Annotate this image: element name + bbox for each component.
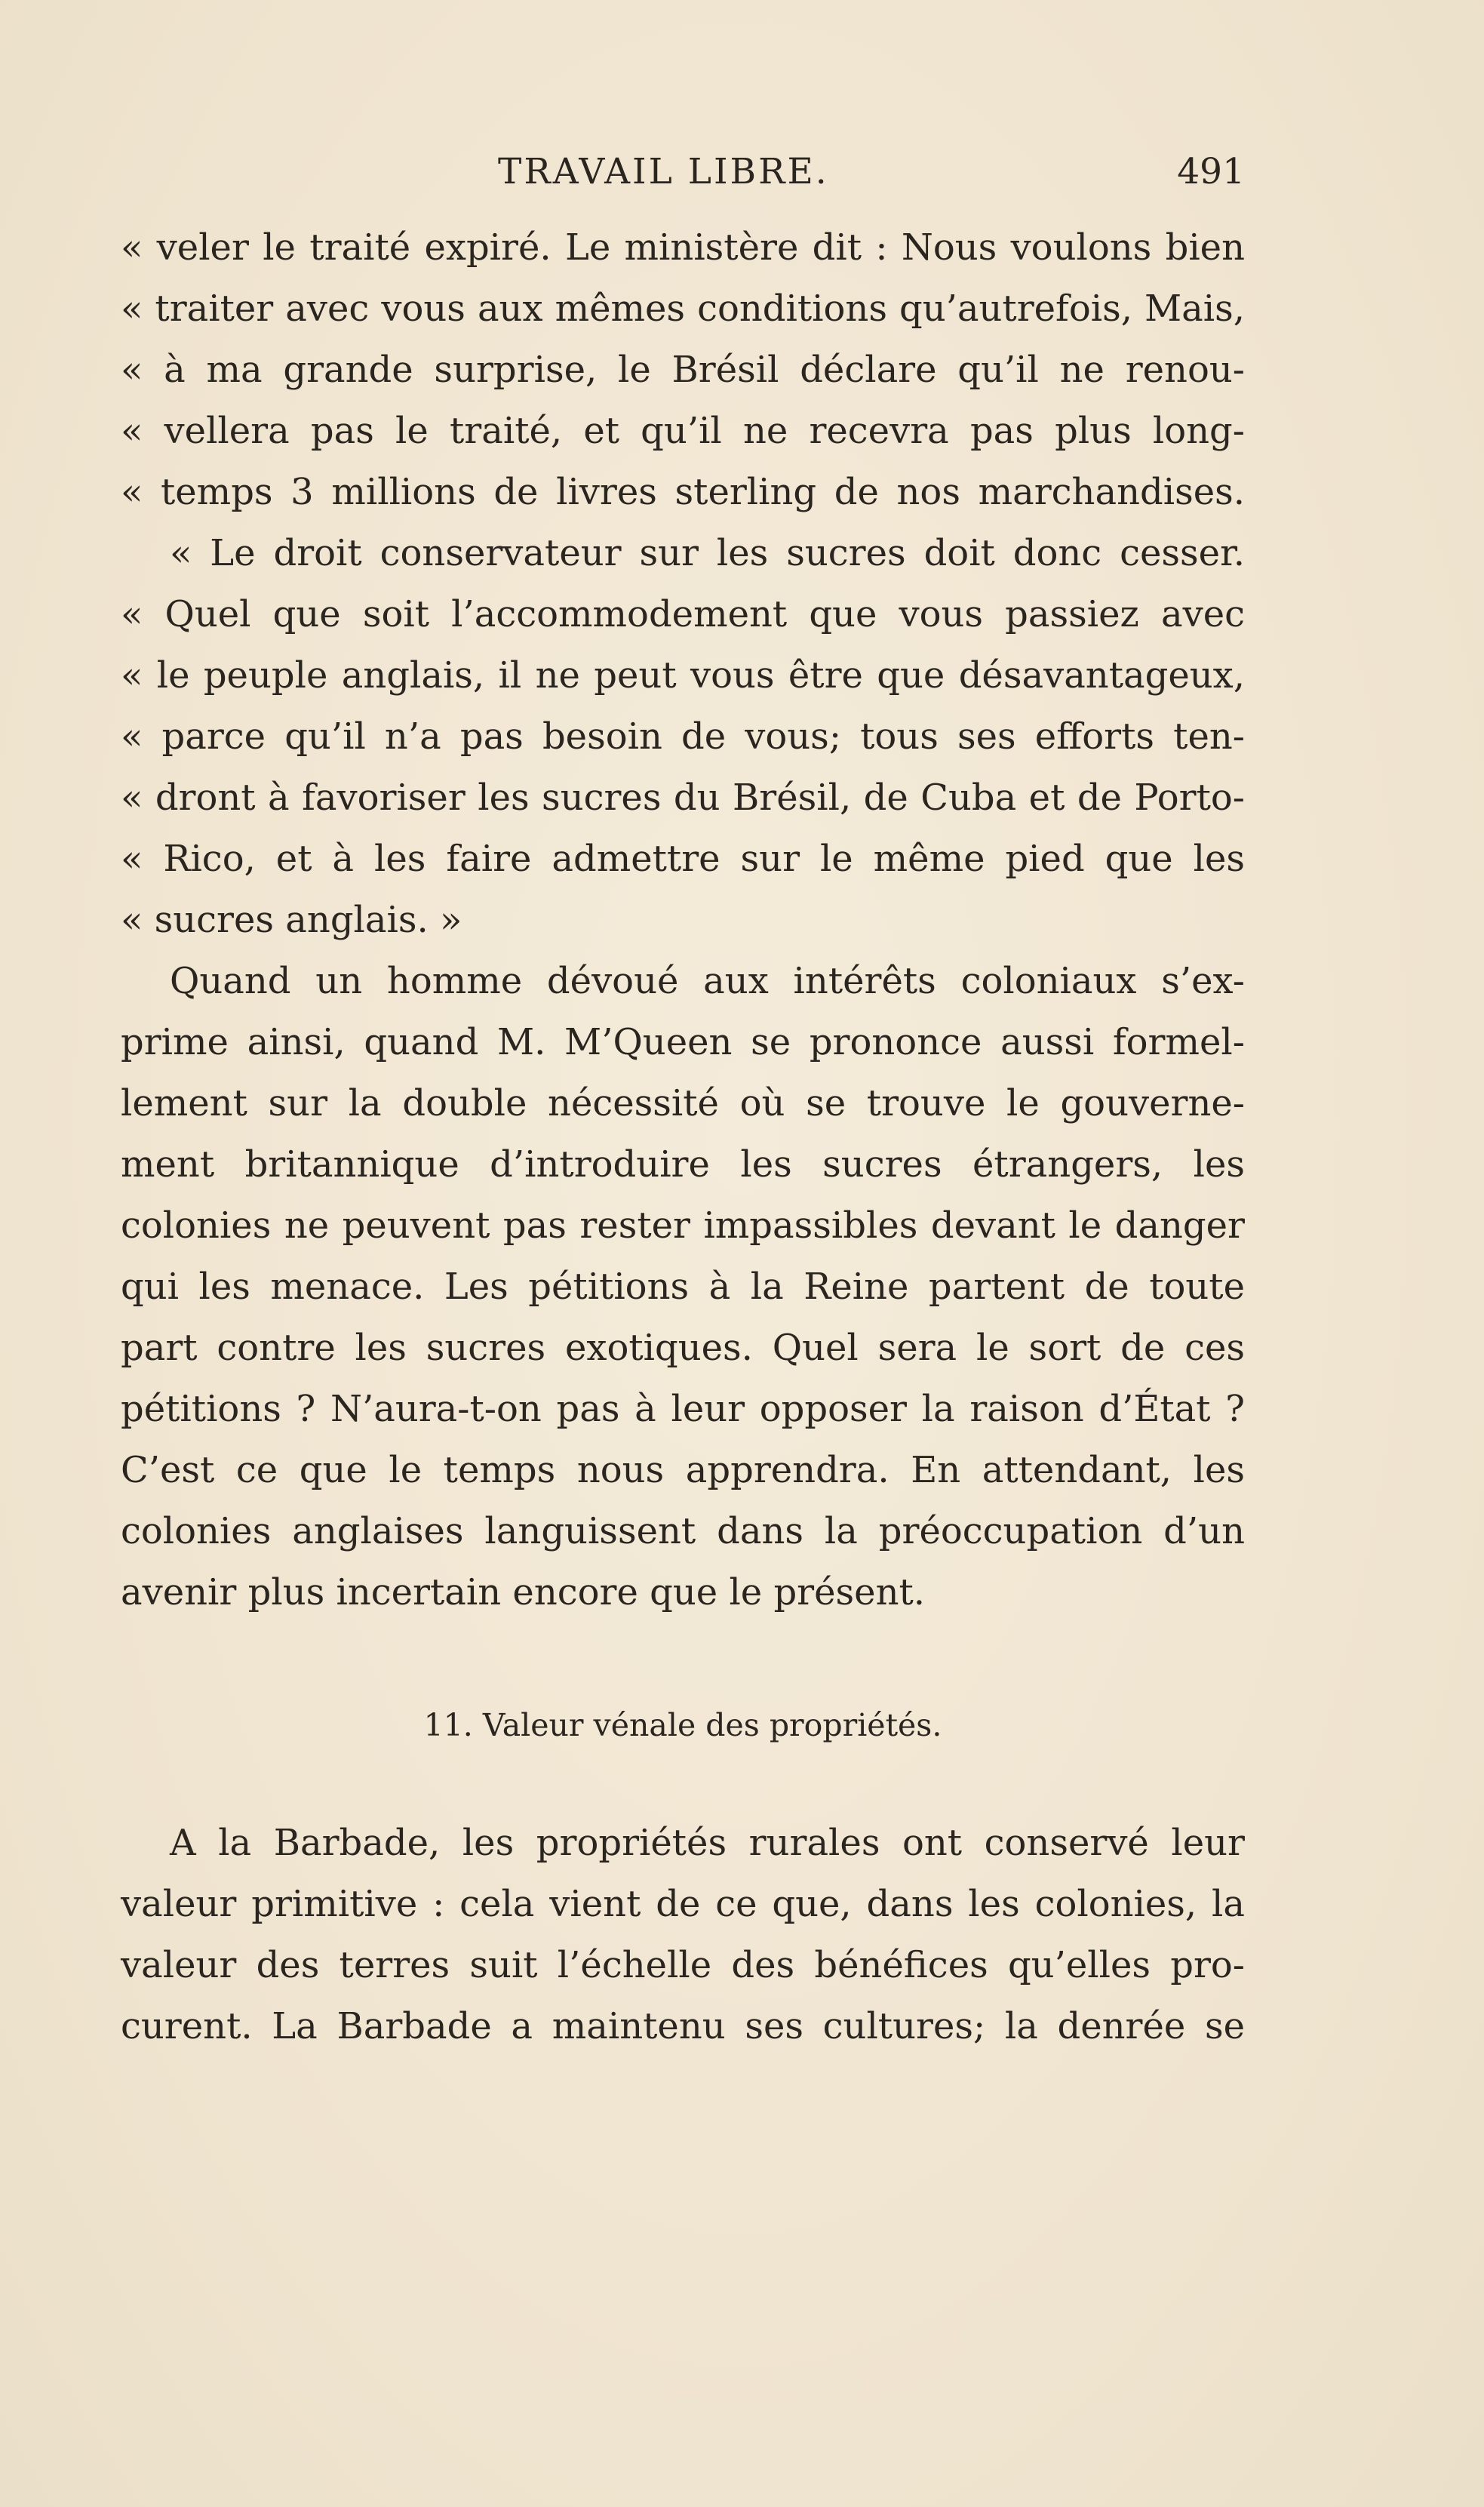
text-line: « le peuple anglais, il ne peut vous être que désavantageux, xyxy=(121,654,1245,697)
text-line: curent. La Barbade a maintenu ses cultures; la denrée se xyxy=(121,2005,1245,2047)
page-number: 491 xyxy=(1177,151,1245,192)
text-line: « Quel que soit l’accommodement que vous passiez avec xyxy=(121,593,1245,635)
text-line: colonies ne peuvent pas rester impassibles devant le danger xyxy=(121,1204,1245,1247)
text-line: pétitions ? N’aura-t-on pas à leur opposer la raison d’État ? xyxy=(121,1388,1245,1430)
text-line: C’est ce que le temps nous apprendra. En attendant, les xyxy=(121,1449,1245,1491)
text-line: « parce qu’il n’a pas besoin de vous; tous ses efforts ten- xyxy=(121,715,1245,758)
text-line: « Rico, et à les faire admettre sur le même pied que les xyxy=(121,838,1245,880)
text-line: « temps 3 millions de livres sterling de nos marchandises. xyxy=(121,471,1245,513)
page-header xyxy=(121,151,1245,204)
text-line: ment britannique d’introduire les sucres étrangers, les xyxy=(121,1143,1245,1186)
text-line: « Le droit conservateur sur les sucres doit donc cesser. xyxy=(170,532,1245,574)
text-line: « à ma grande surprise, le Brésil déclare qu’il ne renou- xyxy=(121,349,1245,391)
text-line: « veler le traité expiré. Le ministère dit : Nous voulons bien xyxy=(121,226,1245,269)
text-line: valeur primitive : cela vient de ce que, dans les colonies, la xyxy=(121,1883,1245,1925)
section-heading: 11. Valeur vénale des propriétés. xyxy=(423,1707,942,1743)
text-line: « sucres anglais. » xyxy=(121,899,462,941)
text-line: colonies anglaises languissent dans la préoccupation d’un xyxy=(121,1510,1245,1552)
text-line: part contre les sucres exotiques. Quel sera le sort de ces xyxy=(121,1327,1245,1369)
text-line: qui les menace. Les pétitions à la Reine partent de toute xyxy=(121,1266,1245,1308)
text-line: avenir plus incertain encore que le présent. xyxy=(121,1571,926,1613)
section-text xyxy=(121,1813,1245,2057)
running-title: TRAVAIL LIBRE. xyxy=(498,151,829,192)
text-line: A la Barbade, les propriétés rurales ont conservé leur xyxy=(170,1822,1245,1864)
text-line: « vellera pas le traité, et qu’il ne recevra pas plus long- xyxy=(121,410,1245,452)
body-text xyxy=(121,217,1245,1623)
text-line: Quand un homme dévoué aux intérêts coloniaux s’ex- xyxy=(170,960,1245,1002)
text-line: « dront à favoriser les sucres du Brésil, de Cuba et de Porto- xyxy=(121,777,1245,819)
text-line: lement sur la double nécessité où se trouve le gouverne- xyxy=(121,1082,1245,1124)
text-line: « traiter avec vous aux mêmes conditions qu’autrefois, Mais, xyxy=(121,288,1245,330)
text-line: prime ainsi, quand M. M’Queen se prononce aussi formel- xyxy=(121,1021,1245,1063)
text-line: valeur des terres suit l’échelle des bénéfices qu’elles pro- xyxy=(121,1944,1245,1986)
